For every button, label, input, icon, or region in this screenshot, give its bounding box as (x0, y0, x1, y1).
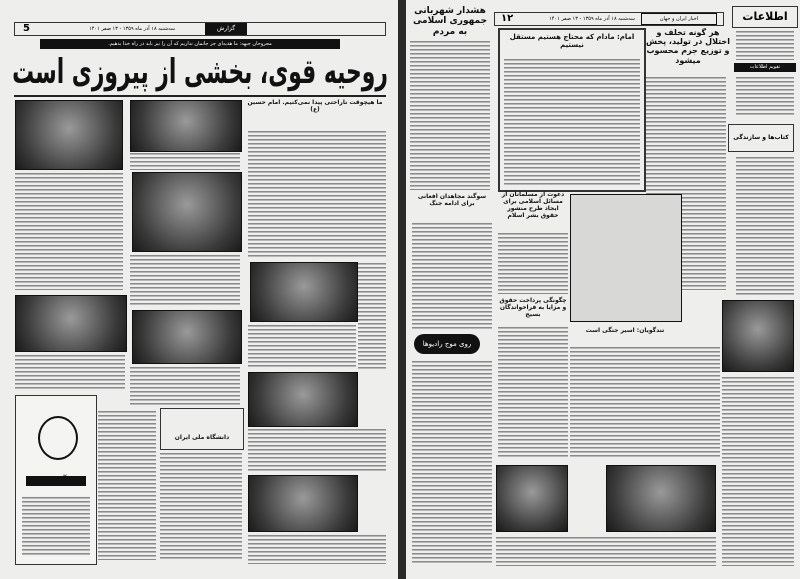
text-column (130, 254, 240, 306)
photo (132, 172, 242, 252)
headline-mid: دعوت از مسلمانان از مسائل اسلامی برای ایجاد طرح منشور حقوق بشر اسلام (501, 191, 565, 219)
cartoon (570, 194, 682, 322)
text-column (160, 452, 242, 560)
text-column (722, 376, 794, 566)
left-page (0, 0, 398, 579)
headline-wrap (10, 52, 390, 92)
photo (722, 300, 794, 372)
text-column (412, 360, 492, 565)
page-number: 5 (23, 23, 30, 34)
text-column (496, 536, 716, 566)
ad-title: آنتینا (26, 476, 86, 486)
radio-box: روی موج رادیوها (414, 334, 480, 354)
photo (250, 262, 358, 322)
calendar-label: تقویم اطلاعات (734, 63, 796, 72)
text-column (498, 232, 568, 294)
page-header (494, 12, 724, 26)
photo (130, 100, 242, 152)
text-column (15, 354, 125, 390)
advertisement (15, 395, 97, 565)
photo (15, 295, 127, 352)
notice-box (160, 408, 244, 450)
text-column (248, 324, 356, 368)
text-column (412, 222, 492, 330)
text-column (570, 346, 720, 458)
text-column (504, 58, 640, 186)
photo (606, 465, 716, 532)
small-box: کتاب‌ها و سازندگی (728, 124, 794, 152)
text-column (22, 496, 90, 556)
headline-mid2: چگونگی پرداخت حقوق و مزایا به فراخواندگان بسیج (499, 297, 567, 318)
page-number: ۱۲ (501, 13, 514, 24)
headline-mid3: سوگند مجاهدان افغانی برای ادامه جنگ (417, 193, 487, 207)
headline-box: امام: مادام که محتاج هستیم مستقل نیستیم (509, 33, 635, 50)
box-title: دانشگاه ملی ایران (174, 434, 230, 441)
text-column (130, 366, 240, 406)
divider (14, 95, 386, 97)
headline: روحیه قوی، بخشی از پیروزی است (12, 52, 388, 92)
masthead-logo: اطلاعات (732, 6, 798, 28)
section-label: گزارش (205, 23, 247, 35)
text-column (736, 76, 794, 116)
text-column (130, 152, 240, 170)
headline-mid4: تندگویان: اسیر جنگی است (585, 327, 665, 334)
headline-right: هر گونه تخلف و اختلال در تولید، پخش و توزیع جرم محسوب میشود (646, 28, 730, 65)
text-column (98, 410, 156, 560)
date: سه‌شنبه ۱۸ آذر ماه ۱۳۵۹ - ۱۳ صفر ۱۴۰۱ (549, 16, 635, 22)
text-column (498, 326, 568, 458)
text-column (736, 30, 794, 60)
photo (132, 310, 242, 364)
text-column (248, 534, 386, 564)
kicker: مجروحان جبهه: ما هدیه‌ای جز جانمان نداریم که آن را نیز باید در راه خدا بدهیم. (40, 39, 340, 49)
date: سه‌شنبه ۱۸ آذر ماه ۱۳۵۹ - ۱۳ صفر ۱۴۰۱ (89, 26, 175, 32)
photo (248, 372, 358, 427)
section-label: اخبار ایران و جهان (641, 13, 717, 25)
cartoon-face-icon (38, 416, 78, 460)
right-page (406, 0, 800, 579)
headline-left: هشدار شهربانی جمهوری اسلامی به مردم (412, 6, 488, 37)
text-column (248, 130, 386, 258)
article-box (498, 28, 646, 192)
subhead: ما هیچوقت ناراحتی پیدا نمی‌کنیم. امام حسین (ع) (247, 99, 383, 113)
text-column (358, 262, 386, 370)
photo (496, 465, 568, 532)
text-column (410, 40, 490, 190)
text-column (736, 156, 794, 296)
photo (248, 475, 358, 532)
text-column (15, 172, 123, 290)
page-header (14, 22, 386, 36)
text-column (248, 428, 386, 472)
photo (15, 100, 123, 170)
